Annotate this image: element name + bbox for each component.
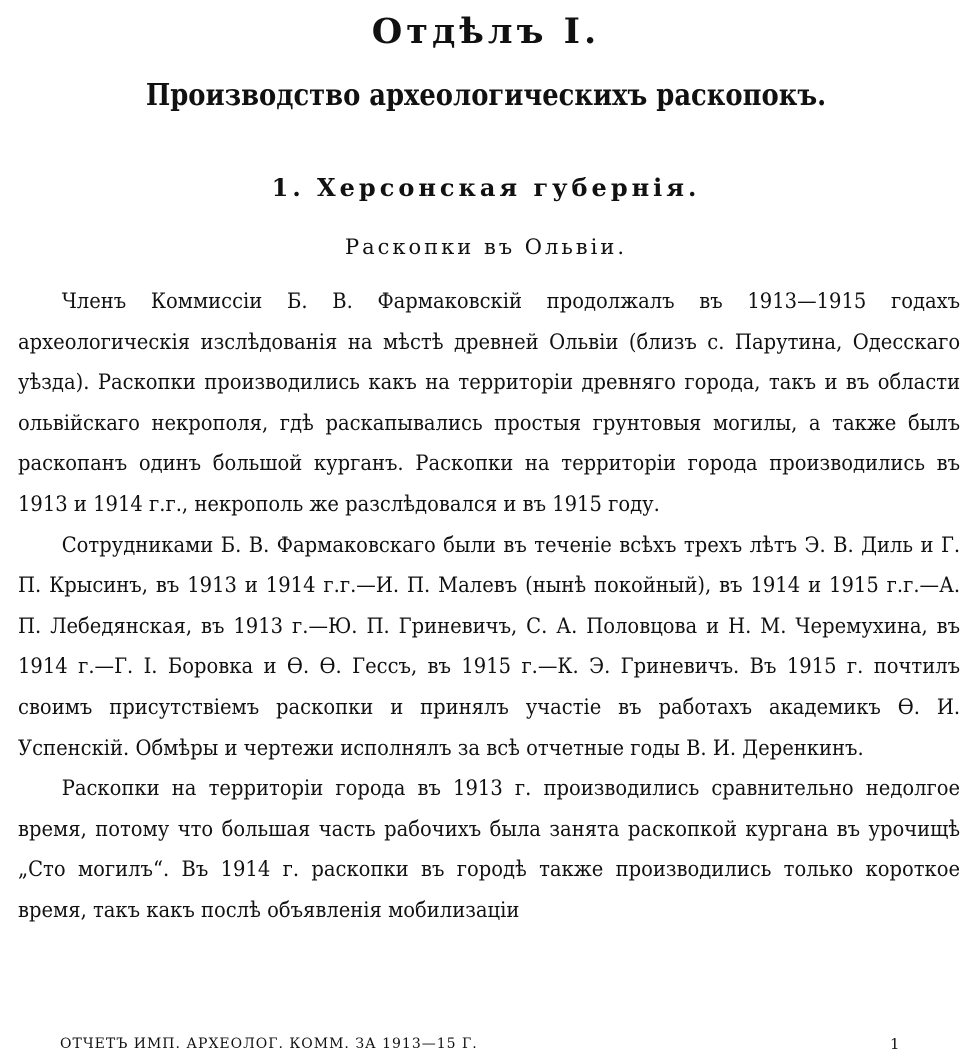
section-heading: Отдѣлъ I. [371, 11, 601, 52]
page-number: 1 [890, 1035, 900, 1053]
body-text [18, 281, 960, 931]
chapter-title: Производство археологическихъ раскопокъ. [145, 78, 827, 113]
paragraph: Сотрудниками Б. В. Фармаковскаго были въ теченіе всѣхъ трехъ лѣтъ Э. В. Диль и Г. П. Крысинъ, въ 1913 и 1914 г.г.—И. П. Малевъ (нынѣ покойный), въ 1914 и 1915 г.г.—А. П. Лебедянская, въ 1913 г.—Ю. П. Гриневичъ, С. А. Половцова и Н. М. Черемухина, въ 1914 г.—Г. І. Боровка и Ѳ. Ѳ. Гессъ, въ 1915 г.—К. Э. Гриневичъ. Въ 1915 г. почтилъ своимъ присутствіемъ раскопки и принялъ участіе въ работахъ академикъ Ѳ. И. Успенскій. Обмѣры и чертежи исполнялъ за всѣ отчетные годы В. И. Деренкинъ. [18, 532, 961, 760]
paragraph: Членъ Коммиссіи Б. В. Фармаковскій продолжалъ въ 1913—1915 годахъ археологическія изслѣдованія на мѣстѣ древней Ольвіи (близъ с. Парутина, Одесскаго уѣзда). Раскопки производились какъ на территоріи древняго города, такъ и въ области ольвійскаго некрополя, гдѣ раскапывались простыя грунтовыя могилы, а также былъ раскопанъ одинъ большой курганъ. Раскопки на территоріи города производились въ 1913 и 1914 г.г., некрополь же разслѣдовался и въ 1915 году. [18, 289, 961, 516]
footer-source: ОТЧЕТЪ ИМП. АРХЕОЛОГ. КОММ. ЗА 1913—15 Г. [60, 1036, 478, 1052]
subsection-subtitle: Раскопки въ Ольвіи. [344, 235, 628, 259]
subsection-heading: 1. Херсонская губернія. [271, 173, 701, 202]
paragraph: Раскопки на территоріи города въ 1913 г. производились сравнительно недолгое время, потому что большая часть рабочихъ была занята раскопкой кургана въ урочищѣ „Сто могилъ“. Въ 1914 г. раскопки въ городѣ также производились только короткое время, такъ какъ послѣ объявленія мобилизаціи [18, 776, 961, 922]
